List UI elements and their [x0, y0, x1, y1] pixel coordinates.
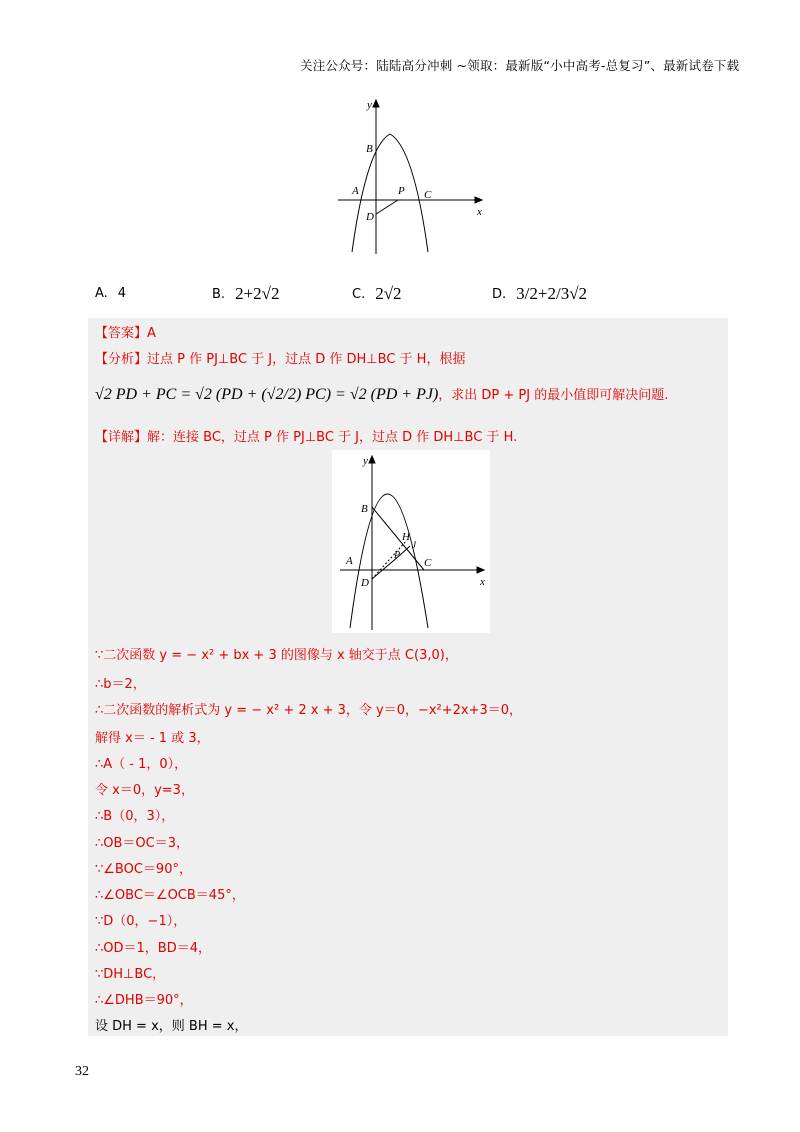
step-10: ∴∠OBC＝∠OCB＝45°，	[95, 888, 245, 903]
analysis-formula: √2 PD + PC = √2 (PD + (√2/2) PC) = √2 (PD + PJ)	[95, 386, 439, 403]
svg-text:H: H	[402, 531, 410, 543]
svg-text:P: P	[394, 550, 401, 561]
step-15: 设 DH = x，则 BH = x，	[95, 1019, 248, 1034]
step-4: 解得 x＝ - 1 或 3，	[95, 731, 210, 746]
svg-text:y: y	[363, 455, 368, 467]
option-b: B. 2+2√2	[212, 284, 280, 303]
option-a: A. 4	[95, 286, 127, 301]
step-13: ∵DH⊥BC，	[95, 967, 166, 982]
svg-text:x: x	[480, 576, 485, 588]
svg-text:x: x	[477, 206, 482, 218]
svg-text:J: J	[412, 540, 416, 550]
analysis-formula-line: √2 PD + PC = √2 (PD + (√2/2) PC) = √2 (PD + PJ)，求出 DP + PJ 的最小值即可解决问题.	[95, 386, 669, 403]
svg-text:B: B	[366, 143, 373, 155]
svg-text:D: D	[366, 211, 374, 223]
svg-text:P: P	[398, 185, 405, 197]
svg-text:C: C	[424, 557, 432, 569]
option-d: D. 3/2+2/3√2	[492, 284, 588, 303]
step-11: ∵D（0，−1），	[95, 914, 187, 929]
svg-text:y: y	[367, 99, 372, 111]
answer-options	[0, 280, 800, 310]
step-8: ∴OB＝OC＝3，	[95, 836, 190, 851]
svg-text:D: D	[361, 577, 369, 589]
step-9: ∵∠BOC＝90°，	[95, 862, 192, 877]
parabola-figure-2	[332, 450, 490, 633]
step-6: 令 x＝0，y=3，	[95, 783, 194, 798]
step-2: ∴b＝2，	[95, 677, 146, 692]
step-12: ∴OD＝1，BD＝4，	[95, 941, 211, 956]
step-3: ∴二次函数的解析式为 y = − x² + 2 x + 3，令 y＝0，−x²+2x+3＝0，	[95, 703, 523, 718]
step-5: ∴A（ - 1，0），	[95, 757, 188, 772]
svg-text:B: B	[361, 503, 368, 515]
page-number: 32	[75, 1064, 89, 1079]
svg-text:A: A	[352, 185, 359, 197]
analysis-line-1: 【分析】过点 P 作 PJ⊥BC 于 J，过点 D 作 DH⊥BC 于 H，根据	[95, 352, 466, 367]
parabola-figure-1	[330, 94, 490, 259]
step-14: ∴∠DHB＝90°，	[95, 993, 193, 1008]
answer-line: 【答案】A	[95, 326, 156, 341]
page-header: 关注公众号：陆陆高分冲刺 ~领取：最新版“小中高考-总复习”、最新试卷下载	[300, 58, 740, 73]
svg-text:C: C	[424, 189, 432, 201]
svg-text:A: A	[346, 555, 353, 567]
detail-line: 【详解】解：连接 BC，过点 P 作 PJ⊥BC 于 J，过点 D 作 DH⊥BC 于 H.	[95, 430, 518, 445]
step-7: ∴B（0，3），	[95, 809, 175, 824]
option-c: C. 2√2	[352, 284, 402, 303]
step-1: ∵二次函数 y = − x² + bx + 3 的图像与 x 轴交于点 C(3,0)，	[95, 648, 458, 663]
